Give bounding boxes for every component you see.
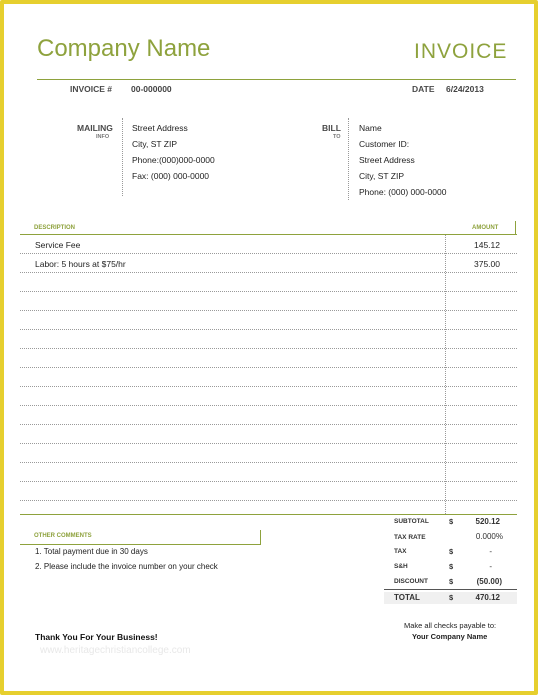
sh-currency: $ [449, 562, 454, 571]
subtotal-label: SUBTOTAL [394, 518, 429, 525]
bill-to-street: Street Address [359, 155, 415, 165]
bill-to-name: Name [359, 123, 382, 133]
table-row [20, 405, 517, 406]
amount-column-divider [445, 235, 446, 514]
comment-line: 1. Total payment due in 30 days [35, 547, 148, 556]
sh-label: S&H [394, 563, 408, 570]
item-amount: 375.00 [474, 259, 500, 269]
subtotal-currency: $ [449, 517, 454, 526]
item-description: Service Fee [35, 240, 81, 250]
comments-header: OTHER COMMENTS [34, 533, 92, 539]
amount-header: AMOUNT [472, 225, 499, 231]
tax-currency: $ [449, 547, 454, 556]
header-tick [515, 221, 516, 234]
bill-to-phone: Phone: (000) 000-0000 [359, 187, 447, 197]
payable-text: Make all checks payable to: [404, 621, 497, 630]
invoice-number: 00-000000 [131, 84, 172, 94]
tax-value: - [489, 547, 492, 556]
company-name: Company Name [37, 35, 211, 62]
invoice-number-label: INVOICE # [70, 84, 113, 94]
total-value: 470.12 [475, 593, 500, 602]
bill-to-divider [348, 118, 349, 200]
thank-you-text: Thank You For Your Business! [35, 632, 158, 642]
item-amount: 145.12 [474, 240, 500, 250]
bill-to-city: City, ST ZIP [359, 171, 405, 181]
table-row [20, 481, 517, 482]
mailing-label: MAILING [77, 123, 113, 133]
mailing-divider [122, 118, 123, 196]
mailing-fax: Fax: (000) 000-0000 [132, 171, 210, 181]
description-header: DESCRIPTION [34, 225, 76, 231]
comment-line: 2. Please include the invoice number on your check [35, 562, 218, 571]
mailing-city: City, ST ZIP [132, 139, 178, 149]
table-row [20, 291, 517, 292]
bill-to-customer-id: Customer ID: [359, 139, 410, 149]
bill-to-label: BILL [322, 123, 341, 133]
mailing-street: Street Address [132, 123, 188, 133]
discount-label: DISCOUNT [394, 578, 428, 585]
mailing-sublabel: INFO [96, 134, 110, 140]
bill-to-sublabel: TO [333, 134, 341, 140]
invoice-title: INVOICE [414, 40, 508, 63]
watermark-text: www.heritagechristiancollege.com [40, 645, 191, 656]
total-label: TOTAL [394, 593, 420, 602]
table-row [20, 253, 517, 254]
date-label: DATE [412, 84, 435, 94]
table-row [20, 500, 517, 501]
mailing-phone: Phone:(000)000-0000 [132, 155, 215, 165]
table-row [20, 462, 517, 463]
table-row [20, 329, 517, 330]
header-divider [37, 79, 516, 80]
tax-rate-value: 0.000% [475, 532, 503, 541]
table-row [20, 443, 517, 444]
comments-divider [20, 544, 261, 545]
comments-tick [260, 530, 261, 545]
total-currency: $ [449, 593, 454, 602]
discount-currency: $ [449, 577, 454, 586]
discount-value: (50.00) [476, 577, 502, 586]
table-row [20, 310, 517, 311]
table-row [20, 386, 517, 387]
table-row [20, 424, 517, 425]
table-row [20, 367, 517, 368]
tax-label: TAX [394, 548, 407, 555]
invoice-date: 6/24/2013 [446, 84, 484, 94]
table-header-line [20, 234, 517, 235]
subtotal-value: 520.12 [475, 517, 500, 526]
payable-name: Your Company Name [412, 632, 488, 641]
table-bottom-line [20, 514, 517, 515]
sh-value: - [489, 562, 492, 571]
table-row [20, 272, 517, 273]
item-description: Labor: 5 hours at $75/hr [35, 259, 126, 269]
tax-rate-label: TAX RATE [394, 534, 426, 541]
table-row [20, 348, 517, 349]
